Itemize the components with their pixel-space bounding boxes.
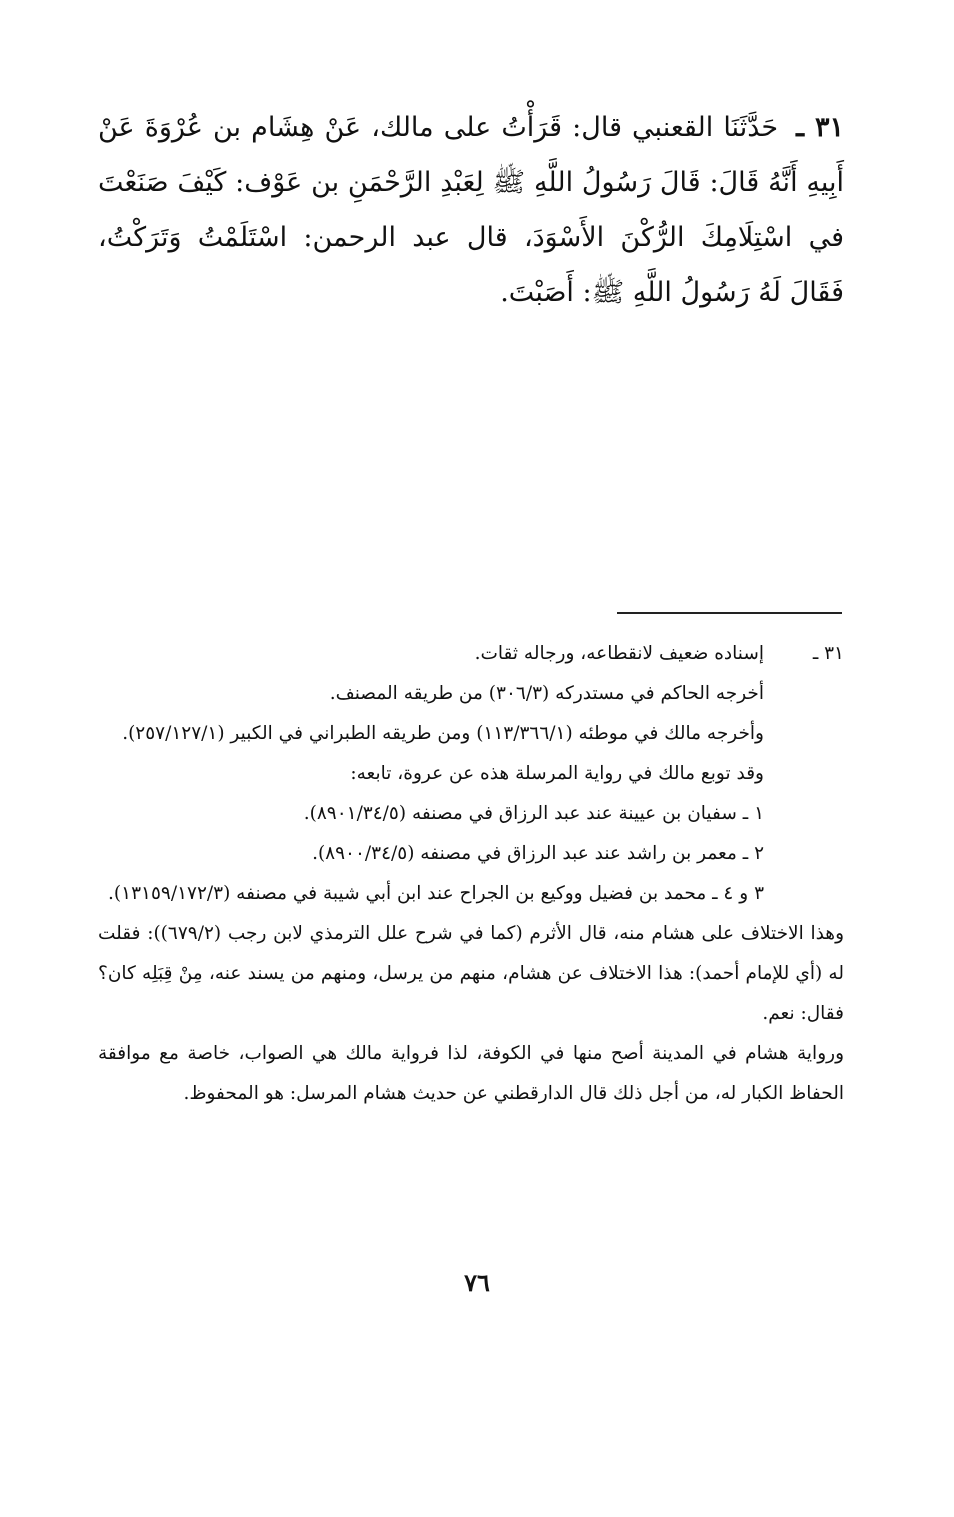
- footnote-paragraph: وهذا الاختلاف على هشام منه، قال الأثرم (كما في شرح علل الترمذي لابن رجب (٦٧٩/٢)): فقلت له (أي للإمام أحمد): هذا الاختلاف عن هشام، منهم من يرسل، ومنهم من يسند عنه، مِنْ قِبَلِه كان؟ فقال: نعم.: [98, 923, 844, 1024]
- footnote-paragraph: ٣ و ٤ ـ محمد بن فضيل ووكيع بن الجراح عند ابن أبي شيبة في مصنفه (١٣١٥٩/١٧٢/٣).: [108, 883, 764, 904]
- footnote-paragraph: أخرجه الحاكم في مستدركه (٣٠٦/٣) من طريقه المصنف.: [329, 683, 764, 704]
- footnote-number: ٣١ ـ: [812, 643, 844, 664]
- hadith-number: ٣١ ـ: [796, 112, 844, 143]
- footnote-paragraph: ١ ـ سفيان بن عيينة عند عبد الرزاق في مصنفه (٨٩٠١/٣٤/٥).: [303, 803, 764, 824]
- hadith-text-block: [98, 100, 844, 320]
- page-number: ٧٦: [464, 1268, 490, 1297]
- footnotes-block: [98, 634, 844, 1114]
- hadith-text: حَدَّثَنَا القعنبي قال: قَرَأْتُ على مالك، عَنْ هِشَام بن عُرْوَةَ عَنْ أَبِيهِ أَنَّهُ قَالَ: قَالَ رَسُولُ اللَّهِ ﷺ لِعَبْدِ الرَّحْمَنِ بن عَوْف: كَيْفَ صَنَعْتَ في اسْتِلَامِكَ الرُّكْنَ الأَسْوَدَ، قال عبد الرحمن: اسْتَلَمْتُ وَتَرَكْتُ، فَقَالَ لَهُ رَسُولُ اللَّهِ ﷺ: أَصَبْتَ.: [98, 112, 844, 308]
- footnote-head: [98, 634, 844, 674]
- footnote-paragraph: ورواية هشام في المدينة أصح منها في الكوفة، لذا فرواية مالك هي الصواب، خاصة مع موافقة الحفاظ الكبار له، من أجل ذلك قال الدارقطني عن حديث هشام المرسل: هو المحفوظ.: [98, 1043, 844, 1104]
- footnote-paragraph: وأخرجه مالك في موطئه (١١٣/٣٦٦/١) ومن طريقه الطبراني في الكبير (٢٥٧/١٢٧/١).: [122, 723, 764, 744]
- footnote-paragraph: ٢ ـ معمر بن راشد عند عبد الرزاق في مصنفه (٨٩٠٠/٣٤/٥).: [312, 843, 764, 864]
- footnote-divider: [617, 612, 842, 614]
- footnote-paragraph: وقد توبع مالك في رواية المرسلة هذه عن عروة، تابعه:: [350, 763, 764, 784]
- footnote-first-line: إسناده ضعيف لانقطاعه، ورجاله ثقات.: [474, 643, 764, 664]
